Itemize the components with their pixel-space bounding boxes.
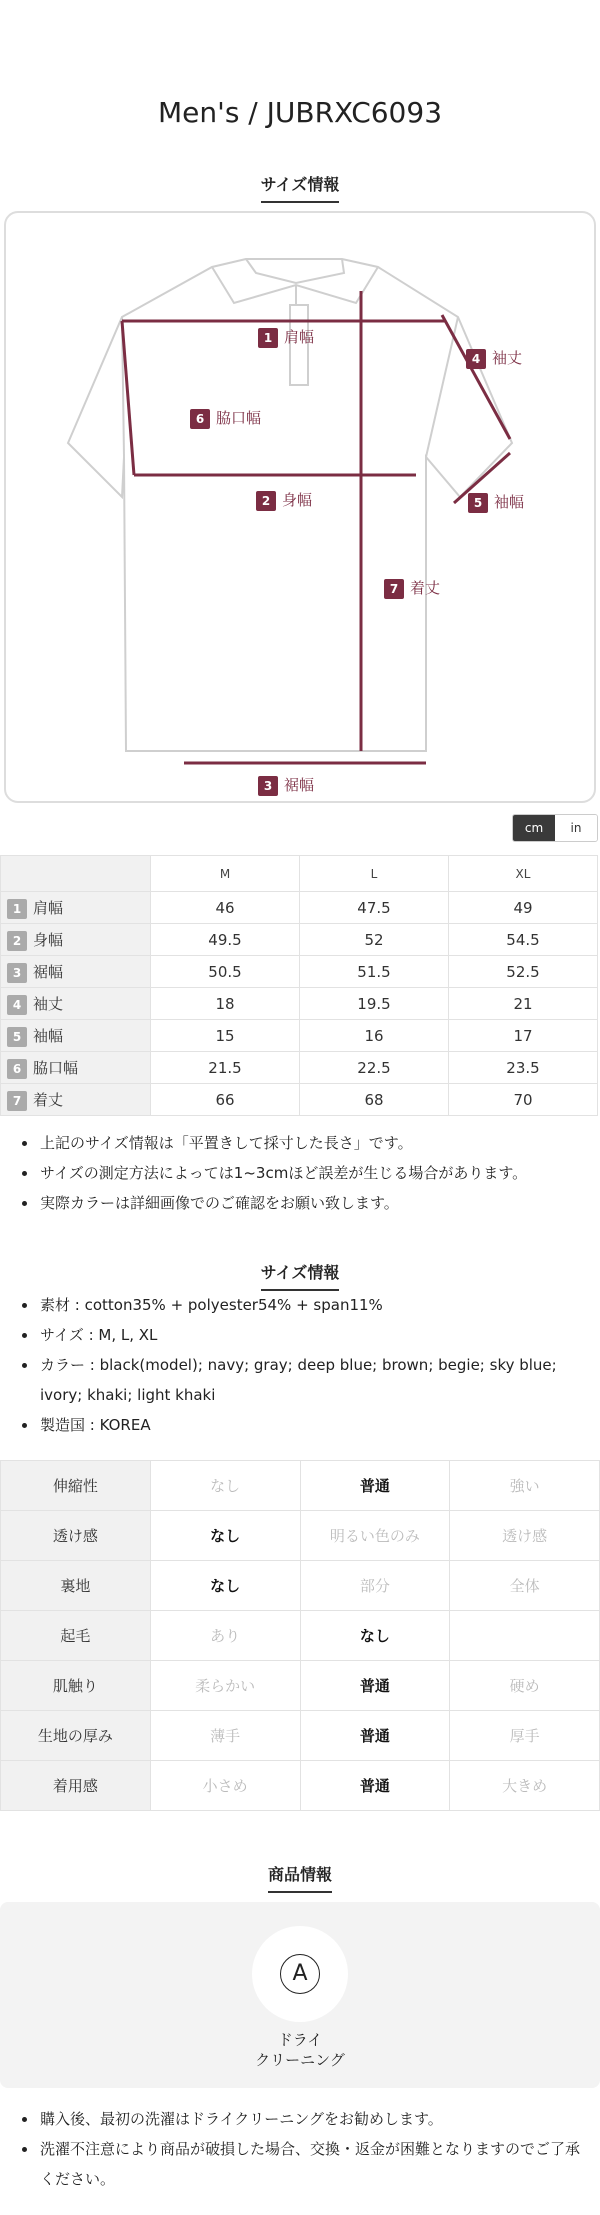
table-row: 起毛 あり なし — [1, 1611, 600, 1661]
fabric-feel-table — [0, 1460, 600, 1811]
measure-lines — [122, 291, 510, 763]
label-armhole: 6 脇口幅 — [190, 407, 261, 429]
table-row: 2 身幅 49.5 52 54.5 — [1, 924, 598, 956]
list-item: カラー : black(model); navy; gray; deep blue; brown; begie; sky blue; ivory; khaki; light khaki — [12, 1350, 592, 1410]
list-item: 製造国 : KOREA — [12, 1410, 592, 1440]
label-sleeve-length: 4 袖丈 — [466, 347, 522, 369]
size-table-header — [1, 856, 598, 892]
label-hem: 3 裾幅 — [258, 774, 314, 796]
care-label: ドライ クリーニング — [255, 2031, 345, 2069]
label-length: 7 着丈 — [384, 577, 440, 599]
list-item: サイズ : M, L, XL — [12, 1320, 592, 1350]
dry-clean-icon: A — [252, 1926, 348, 2022]
size-diagram — [4, 211, 596, 803]
table-row: 伸縮性 なし 普通 強い — [1, 1461, 600, 1511]
table-row: 肌触り 柔らかい 普通 硬め — [1, 1661, 600, 1711]
product-info-heading: 商品情報 — [0, 1862, 600, 1893]
spec-heading: サイズ情報 — [0, 1260, 600, 1291]
unit-toggle — [512, 814, 598, 842]
list-item: サイズの測定方法によっては1~3cmほど誤差が生じる場合があります。 — [12, 1158, 592, 1188]
list-item: 実際カラーは詳細画像でのご確認をお願い致します。 — [12, 1188, 592, 1218]
table-row: 着用感 小さめ 普通 大きめ — [1, 1761, 600, 1811]
size-header-l: L — [300, 856, 449, 892]
table-row: 透け感 なし 明るい色のみ 透け感 — [1, 1511, 600, 1561]
care-box — [0, 1902, 600, 2088]
size-info-heading: サイズ情報 — [0, 172, 600, 203]
label-chest: 2 身幅 — [256, 489, 312, 511]
size-header-xl: XL — [449, 856, 598, 892]
table-row: 7 着丈 66 68 70 — [1, 1084, 598, 1116]
unit-in-button[interactable]: in — [555, 815, 597, 841]
size-table — [0, 855, 598, 1116]
list-item: 購入後、最初の洗濯はドライクリーニングをお勧めします。 — [12, 2104, 592, 2134]
size-notes — [12, 1128, 592, 1218]
table-row: 3 裾幅 50.5 51.5 52.5 — [1, 956, 598, 988]
list-item: 洗濯不注意により商品が破損した場合、交換・返金が困難となりますのでご了承ください。 — [12, 2134, 592, 2194]
table-row: 4 袖丈 18 19.5 21 — [1, 988, 598, 1020]
unit-cm-button[interactable]: cm — [513, 815, 555, 841]
label-sleeve-width: 5 袖幅 — [468, 491, 524, 513]
table-row: 生地の厚み 薄手 普通 厚手 — [1, 1711, 600, 1761]
list-item: 素材 : cotton35% + polyester54% + span11% — [12, 1290, 592, 1320]
table-row: 6 脇口幅 21.5 22.5 23.5 — [1, 1052, 598, 1084]
table-row: 1 肩幅 46 47.5 49 — [1, 892, 598, 924]
page-title: Men's / JUBRXC6093 — [157, 96, 443, 129]
size-header-m: M — [151, 856, 300, 892]
spec-list — [12, 1290, 592, 1440]
table-row: 裏地 なし 部分 全体 — [1, 1561, 600, 1611]
list-item: 上記のサイズ情報は「平置きして採寸した長さ」です。 — [12, 1128, 592, 1158]
table-row: 5 袖幅 15 16 17 — [1, 1020, 598, 1052]
label-shoulder: 1 肩幅 — [258, 326, 314, 348]
product-notes — [12, 2104, 592, 2194]
